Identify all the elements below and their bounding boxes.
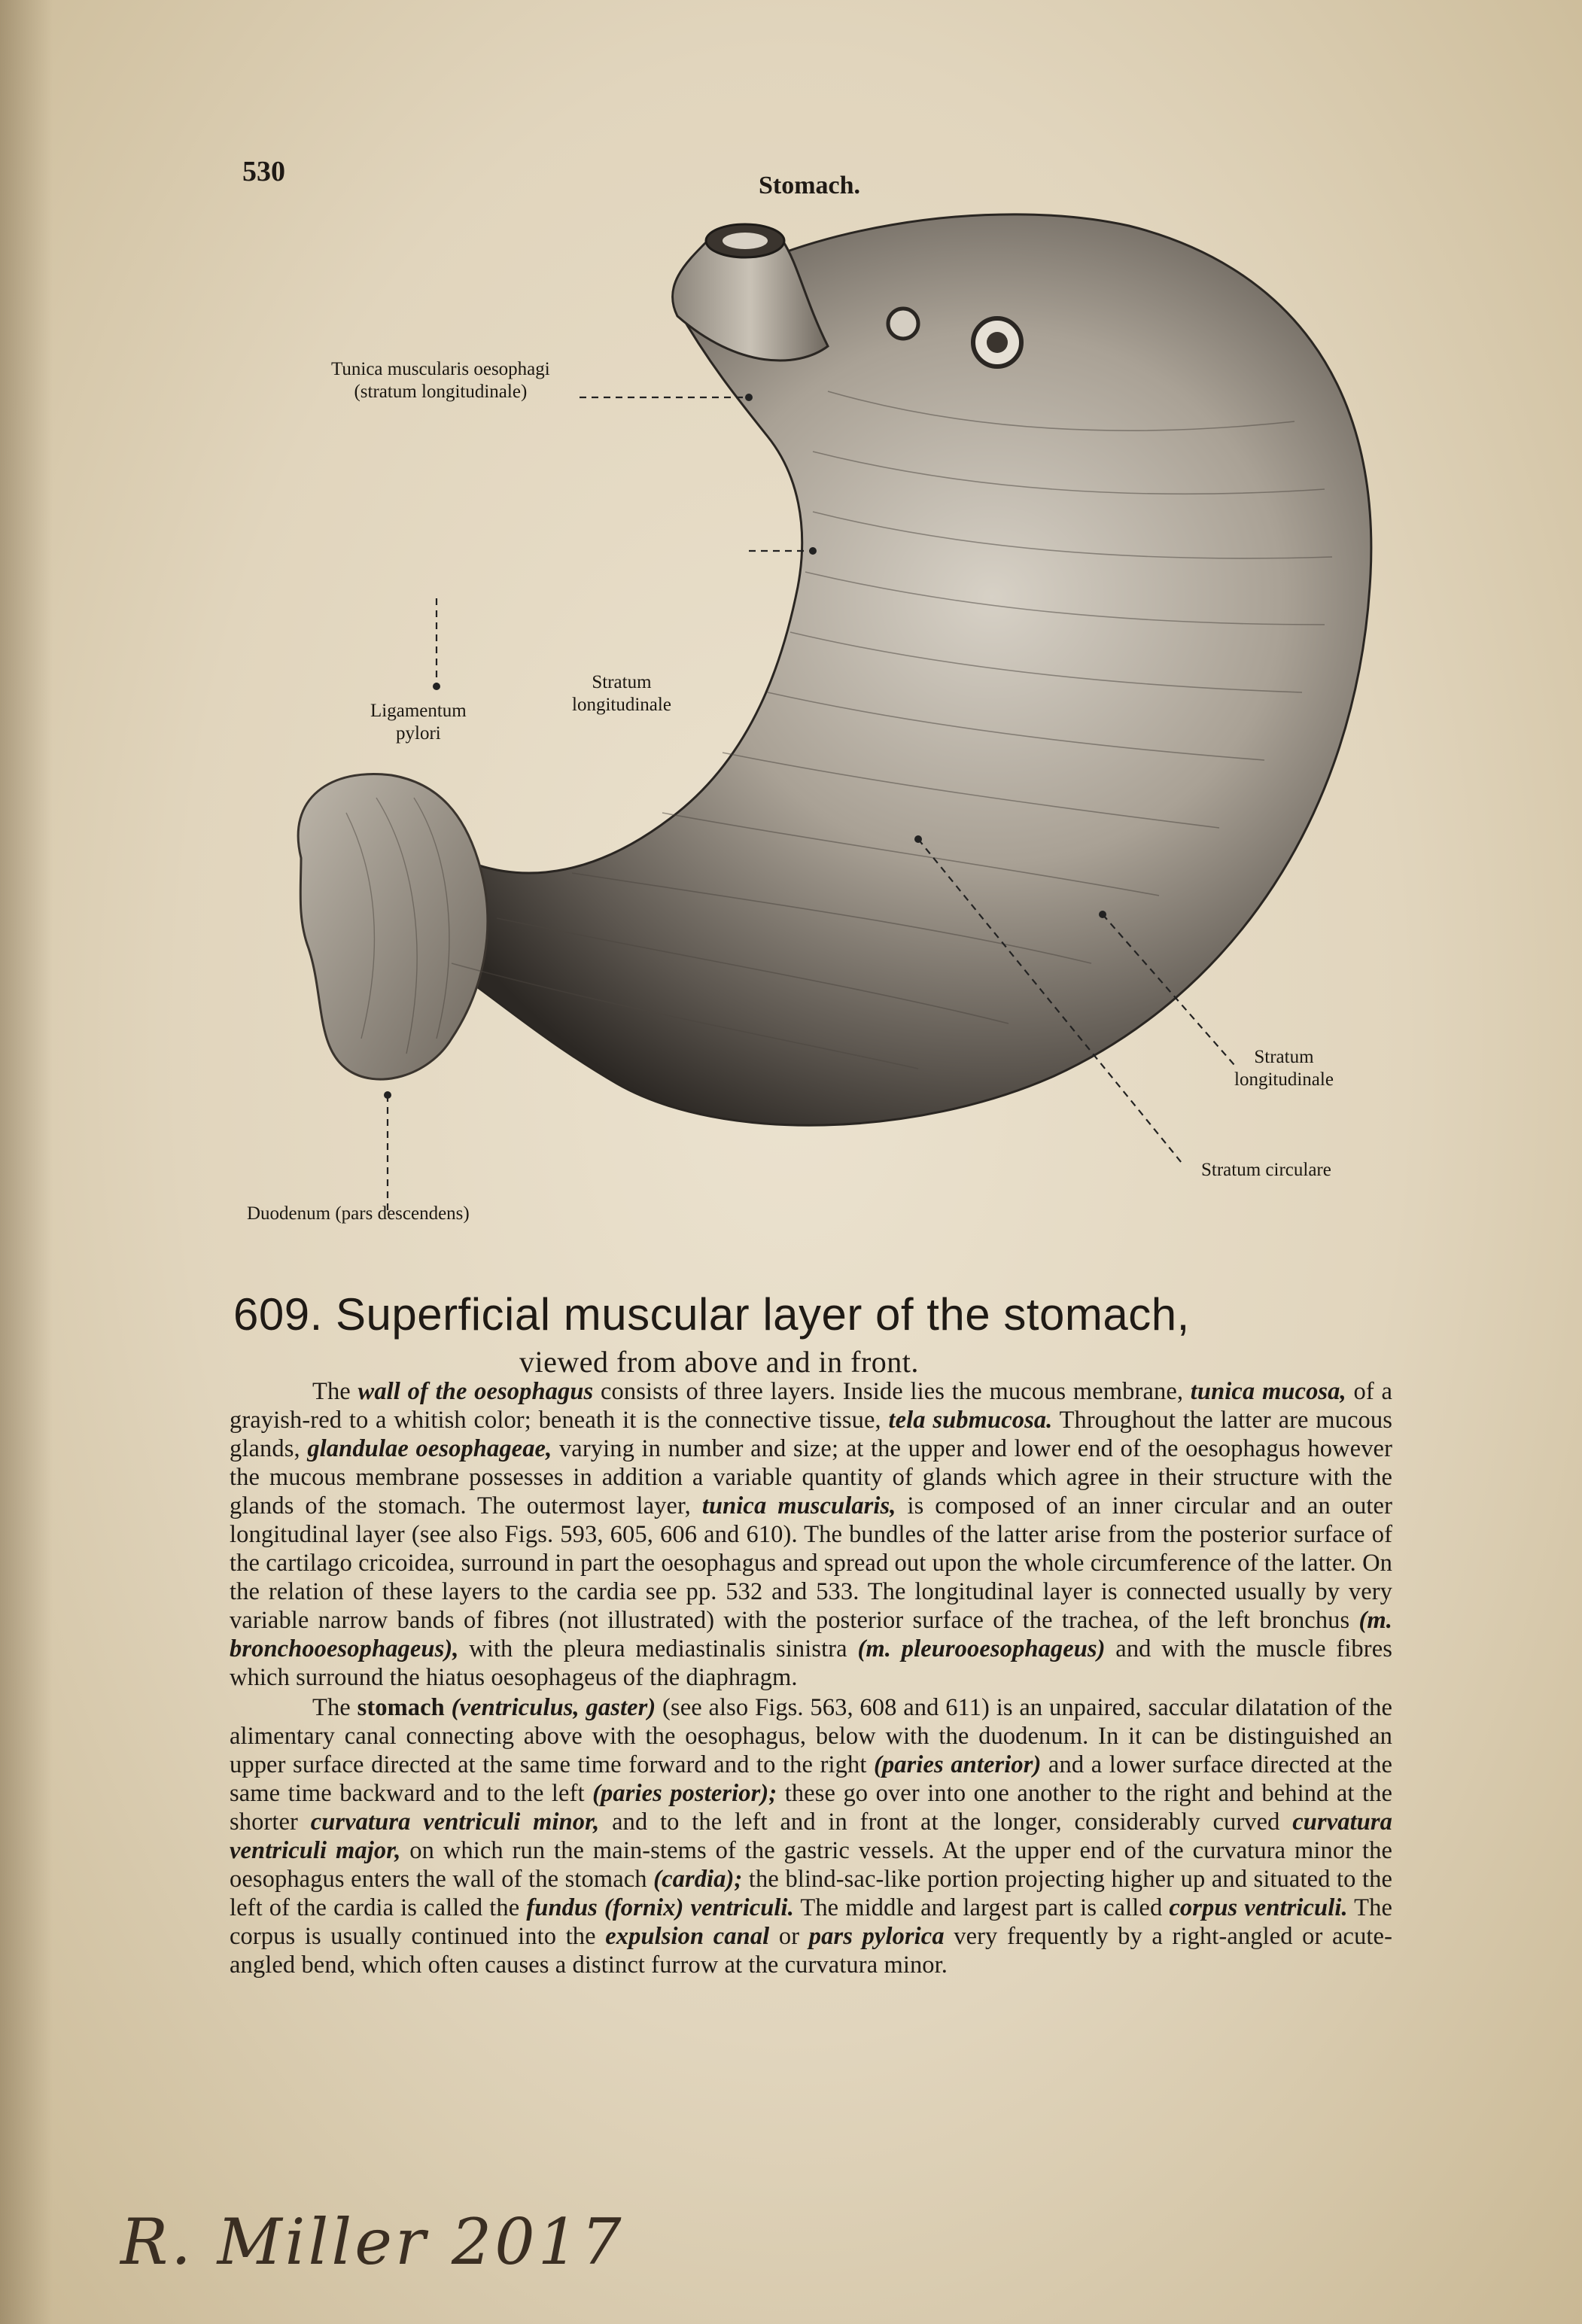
text-run: on which run the main-stems of the gastric vessels. At the upper end of the curvatura minor the oesophagus enters the wall of the stomach bbox=[230, 1837, 1392, 1893]
text-run: or bbox=[769, 1923, 809, 1950]
paragraph-stomach bbox=[230, 1693, 1392, 1979]
text-run: consists of three layers. Inside lies the mucous membrane, bbox=[593, 1378, 1191, 1405]
body-text bbox=[230, 1377, 1392, 1979]
text-run: very frequently by a right-angled or acute-angled bend, which often causes a distinct furrow at the curvatura minor. bbox=[230, 1923, 1392, 1979]
text-run: with the pleura mediastinalis sinistra bbox=[458, 1635, 858, 1662]
text-run: and with the muscle fibres which surround the hiatus oesophageus of the diaphragm. bbox=[230, 1635, 1392, 1691]
text-run: (m. pleurooesophageus) bbox=[857, 1635, 1106, 1662]
text-run: curvatura ventriculi minor, bbox=[310, 1808, 600, 1836]
text-run: the blind-sac-like portion projecting higher up and situated to the left of the cardia is called the bbox=[230, 1866, 1392, 1921]
text-run: tunica mucosa, bbox=[1190, 1378, 1346, 1405]
text-run: corpus ventriculi. bbox=[1169, 1894, 1348, 1921]
text-run: fundus (fornix) ventriculi. bbox=[526, 1894, 794, 1921]
text-run: expulsion canal bbox=[605, 1923, 770, 1950]
text-run: wall of the oesophagus bbox=[357, 1378, 594, 1405]
label-ligamentum-pylori: Ligamentum pylori bbox=[370, 701, 467, 744]
text-run: (see also Figs. 563, 608 and 611) is an unpaired, saccular dilatation of the alimentary canal connecting above with the oesophagus, below with the duodenum. In it can be distinguished an upper surface directed at the same time forward and to the right bbox=[230, 1694, 1393, 1778]
text-run: tunica muscularis, bbox=[701, 1492, 896, 1519]
text-run: curvatura ventriculi major, bbox=[230, 1808, 1392, 1864]
label-duodenum: Duodenum (pars descendens) bbox=[247, 1203, 470, 1224]
handwritten-signature: R. Miller 2017 bbox=[120, 2205, 625, 2279]
text-run: is composed of an inner circular and an outer longitudinal layer (see also Figs. 593, 605, 606 and 610). The bundles of the latter arise from the posterior surface of the cartilago cricoidea, surround in part the oesophagus and spread out upon the whole circumference of the latter. On the relation of these layers to the cardia see pp. 532 and 533. The longitudinal layer is connected usually by very variable narrow bands of fibres (not illustrated) with the posterior surface of the trachea, of the left bronchus bbox=[230, 1492, 1392, 1634]
label-stratum-longitudinale-top: Stratum longitudinale bbox=[572, 672, 671, 715]
running-head: Stomach. bbox=[759, 172, 861, 199]
stomach-body bbox=[374, 214, 1371, 1125]
text-run: and a lower surface directed at the same time backward and to the left bbox=[230, 1751, 1393, 1807]
label-stratum-circulare: Stratum circulare bbox=[1201, 1160, 1331, 1180]
text-run: The corpus is usually continued into the bbox=[230, 1894, 1392, 1950]
text-run: stomach bbox=[357, 1694, 445, 1721]
page-number: 530 bbox=[242, 156, 285, 187]
text-run: pars pylorica bbox=[808, 1923, 945, 1950]
pylorus-duodenum bbox=[298, 774, 488, 1079]
text-run: and to the left and in front at the longer, considerably curved bbox=[599, 1808, 1293, 1836]
text-run: (m. bronchooesophageus), bbox=[230, 1607, 1392, 1662]
text-run: varying in number and size; at the upper and lower end of the oesophagus however the mucous membrane possesses in addition a variable quantity of glands which agree in their structure with the glands of the stomach. The outermost layer, bbox=[230, 1435, 1392, 1519]
text-run: glandulae oesophageae, bbox=[307, 1435, 552, 1462]
text-run: these go over into one another to the right and behind at the shorter bbox=[230, 1780, 1392, 1836]
text-run: (ventriculus, gaster) bbox=[451, 1694, 656, 1721]
figure-caption-title: 609. Superficial muscular layer of the stomach, bbox=[233, 1289, 1190, 1340]
text-run: (paries anterior) bbox=[874, 1751, 1042, 1778]
text-run: The bbox=[312, 1694, 357, 1721]
text-run: (paries posterior); bbox=[592, 1780, 777, 1807]
paragraph-oesophagus bbox=[230, 1377, 1392, 1692]
text-run: (cardia); bbox=[653, 1866, 743, 1893]
label-tunica-muscularis: Tunica muscularis oesophagi (stratum longitudinale) bbox=[331, 359, 550, 402]
figure-caption-subtitle: viewed from above and in front. bbox=[519, 1345, 919, 1379]
text-run: The bbox=[312, 1378, 358, 1405]
label-stratum-longitudinale-right: Stratum longitudinale bbox=[1234, 1047, 1334, 1090]
page-edge-shadow bbox=[0, 0, 53, 2324]
text-run: Throughout the latter are mucous glands, bbox=[230, 1407, 1392, 1462]
text-run: tela submucosa. bbox=[888, 1407, 1053, 1434]
text-run: of a grayish-red to a whitish color; beneath it is the connective tissue, bbox=[230, 1378, 1392, 1434]
text-run bbox=[445, 1694, 452, 1721]
text-run: The middle and largest part is called bbox=[793, 1894, 1170, 1921]
